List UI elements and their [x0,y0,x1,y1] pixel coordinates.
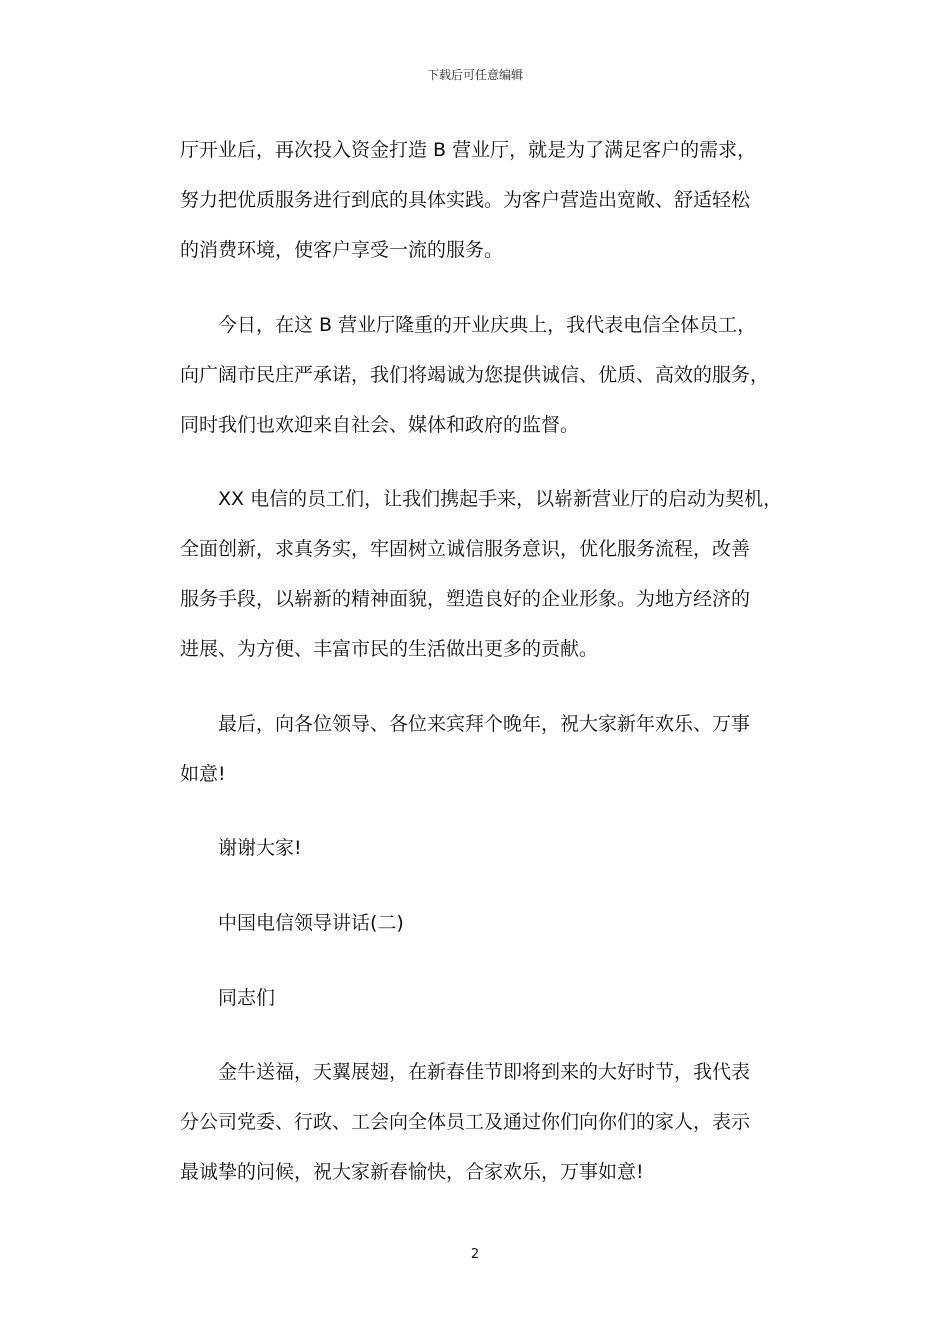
text-line: 谢谢大家! [218,837,302,859]
page-number: 2 [470,1247,480,1262]
text-line: XX 电信的员工们，让我们携起手来，以崭新营业厅的启动为契机， [218,488,783,510]
text-line: 全面创新，求真务实，牢固树立诚信服务意识，优化服务流程，改善 [180,538,751,560]
text-line: 同时我们也欢迎来自社会、媒体和政府的监督。 [180,414,580,436]
text-line: 服务手段，以崭新的精神面貌，塑造良好的企业形象。为地方经济的 [180,588,751,610]
page-header: 下载后可任意编辑 [426,68,523,82]
section-title: 中国电信领导讲话(二) [218,912,404,934]
text-line: 金牛送福，天翼展翅，在新春佳节即将到来的大好时节，我代表 [218,1061,751,1083]
text-line: 最后，向各位领导、各位来宾拜个晚年，祝大家新年欢乐、万事 [218,713,751,735]
text-line: 进展、为方便、丰富市民的生活做出更多的贡献。 [180,638,599,660]
text-line: 今日，在这 B 营业厅隆重的开业庆典上，我代表电信全体员工， [218,314,757,336]
text-line: 如意! [180,763,226,785]
text-line: 最诚挚的问候，祝大家新春愉快，合家欢乐，万事如意! [180,1161,644,1183]
salutation: 同志们 [218,987,276,1009]
text-line: 的消费环境，使客户享受一流的服务。 [180,239,504,261]
text-line: 厅开业后，再次投入资金打造 B 营业厅，就是为了满足客户的需求， [180,139,757,161]
text-line: 努力把优质服务进行到底的具体实践。为客户营造出宽敞、舒适轻松 [180,189,751,211]
text-line: 分公司党委、行政、工会向全体员工及通过你们向你们的家人，表示 [180,1111,751,1133]
text-line: 向广阔市民庄严承诺，我们将竭诚为您提供诚信、优质、高效的服务， [180,364,770,386]
